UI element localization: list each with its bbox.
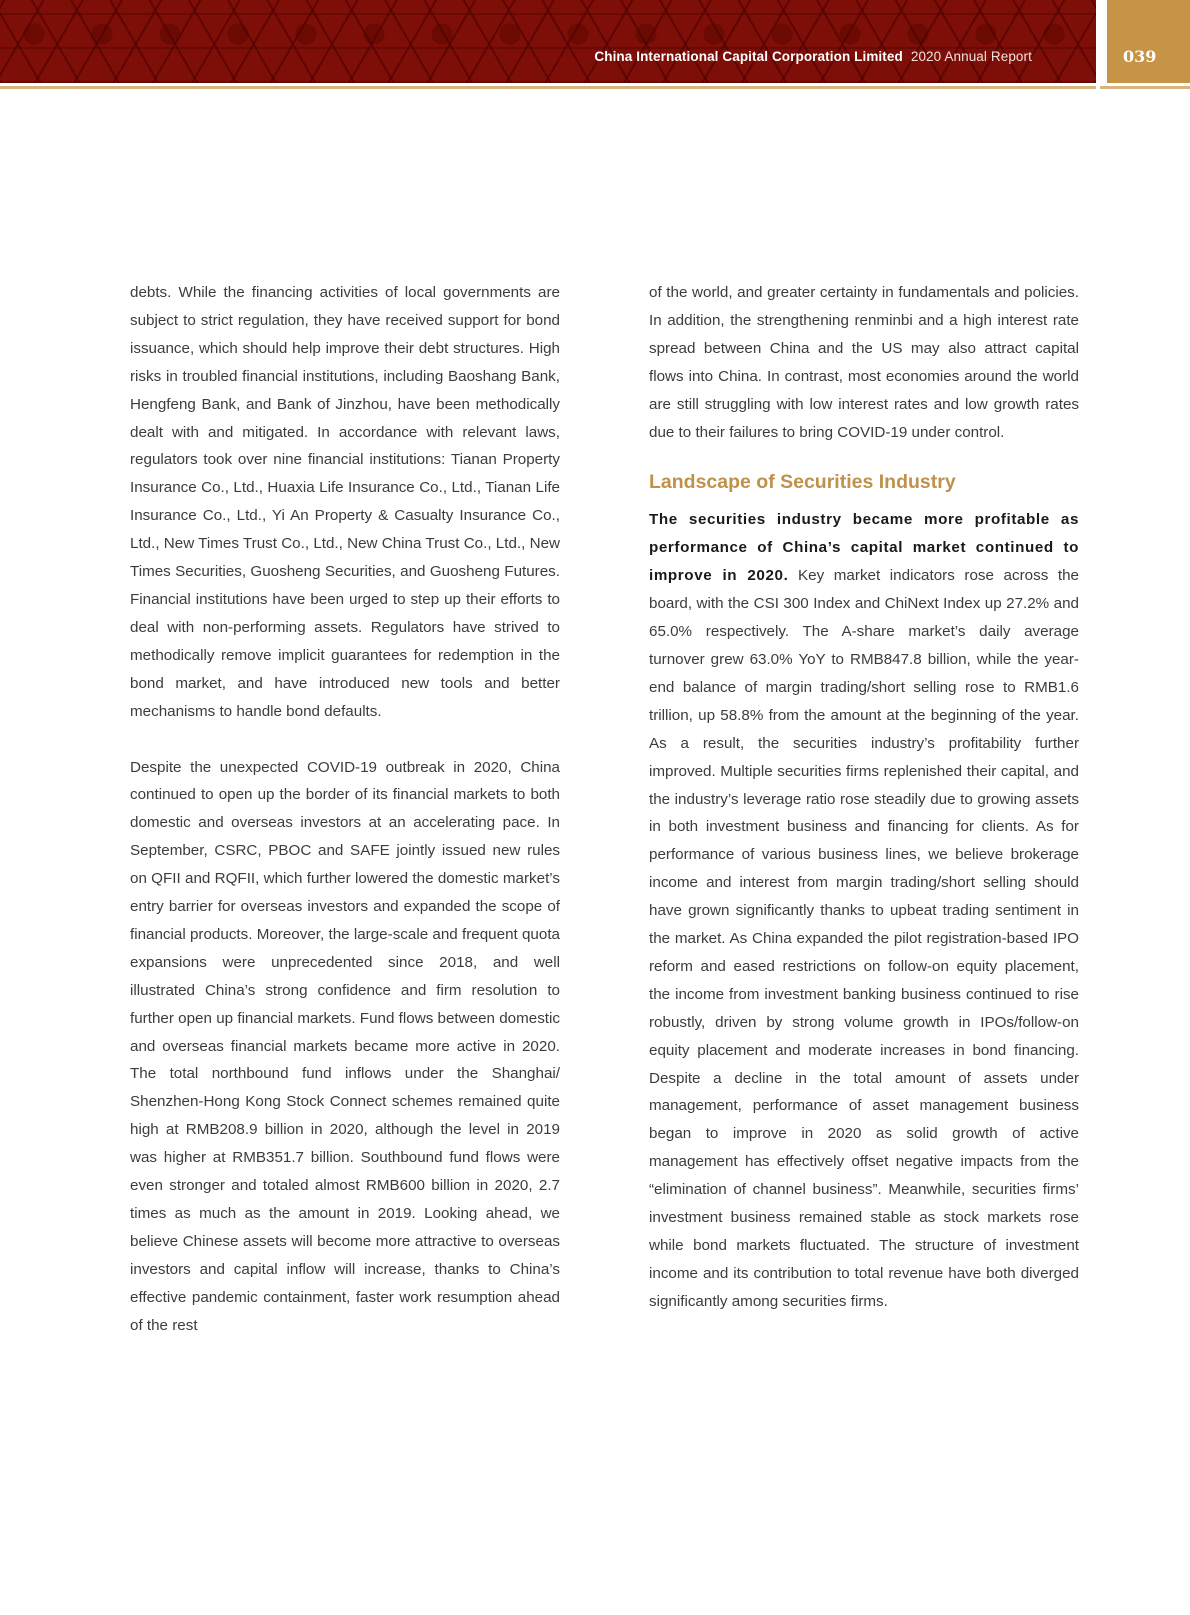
right-column — [649, 279, 1079, 1316]
running-header — [594, 49, 1032, 64]
paragraph: debts. While the financing activities of local governments are subject to strict regulation, they have received support for bond issuance, which should help improve their debt structures. High risks in troubled financial institutions, including Baoshang Bank, Hengfeng Bank, and Bank of Jinzhou, have been methodically dealt with and mitigated. In accordance with relevant laws, regulators took over nine financial institutions: Tianan Property Insurance Co., Ltd., Huaxia Life Insurance Co., Ltd., Tianan Life Insurance Co., Ltd., Yi An Property & Casualty Insurance Co., Ltd., New Times Trust Co., Ltd., New China Trust Co., Ltd., New Times Securities, Guosheng Securities, and Guosheng Futures. Financial institutions have been urged to step up their efforts to deal with non-performing assets. Regulators have strived to methodically remove implicit guarantees for redemption in the bond market, and have introduced new tools and better mechanisms to handle bond defaults. — [130, 284, 560, 720]
body-text: Key market indicators rose across the board, with the CSI 300 Index and ChiNext Index up 27.2% and 65.0% respectively. The A-share market’s daily average turnover grew 63.0% YoY to RMB847.8 billion, while the year-end balance of margin trading/short selling rose to RMB1.6 trillion, up 58.8% from the amount at the beginning of the year. As a result, the securities industry’s profitability further improved. Multiple securities firms replenished their capital, and the industry’s leverage ratio rose steadily due to growing assets in both investment business and financing for clients. As for performance of various business lines, we believe brokerage income and interest from margin trading/short selling should have grown significantly thanks to upbeat trading sentiment in the market. As China expanded the pilot registration-based IPO reform and eased restrictions on follow-on equity placement, the income from investment banking business continued to rise robustly, driven by strong volume growth in IPOs/follow-on equity placement and moderate increases in bond financing. Despite a decline in the total amount of assets under management, performance of asset management business began to improve in 2020 as solid growth of active management has effectively offset negative impacts from the “elimination of channel business”. Meanwhile, securities firms’ investment business remained stable as stock markets rose while bond markets fluctuated. The structure of investment income and its contribution to total revenue have both diverged significantly among securities firms. — [649, 567, 1080, 1310]
paragraph: of the world, and greater certainty in fundamentals and policies. In addition, the strengthening renminbi and a high interest rate spread between China and the US may also attract capital flows into China. In contrast, most economies around the world are still struggling with low interest rates and low growth rates due to their failures to bring COVID-19 under control. — [649, 284, 1079, 441]
lead-sentence: The securities industry became more profitable as performance of China’s capital market continued to improve in 2020. — [649, 511, 1079, 585]
report-title: 2020 Annual Report — [910, 49, 1032, 64]
header-separator — [1096, 0, 1100, 90]
paragraph: Despite the unexpected COVID-19 outbreak in 2020, China continued to open up the border of its financial markets to both domestic and overseas investors at an accelerating pace. In September, CSRC, PBOC and SAFE jointly issued new rules on QFII and RQFII, which further lowered the domestic market’s entry barrier for overseas investors and expanded the scope of financial products. Moreover, the large-scale and frequent quota expansions were unprecedented since 2018, and well illustrated China’s strong confidence and firm resolution to further open up financial markets. Fund flows between domestic and overseas financial markets became more active in 2020. The total northbound fund inflows under the Shanghai/ Shenzhen-Hong Kong Stock Connect schemes remained quite high at RMB208.9 billion in 2020, although the level in 2019 was higher at RMB351.7 billion. Southbound fund flows were even stronger and totaled almost RMB600 billion in 2020, 2.7 times as much as the amount in 2019. Looking ahead, we believe Chinese assets will become more attractive to overseas investors and capital inflow will increase, thanks to China’s effective pandemic containment, faster work resumption ahead of the rest — [130, 758, 560, 1334]
paragraph — [649, 506, 1079, 1315]
header-banner-pattern — [0, 0, 1096, 83]
page-number: 039 — [1123, 47, 1157, 66]
section-heading: Landscape of Securities Industry — [649, 471, 956, 494]
left-column — [130, 279, 560, 1340]
page-number-box — [1104, 0, 1190, 83]
company-name: China International Capital Corporation Limited — [594, 49, 903, 64]
header-divider-gold — [0, 86, 1190, 89]
